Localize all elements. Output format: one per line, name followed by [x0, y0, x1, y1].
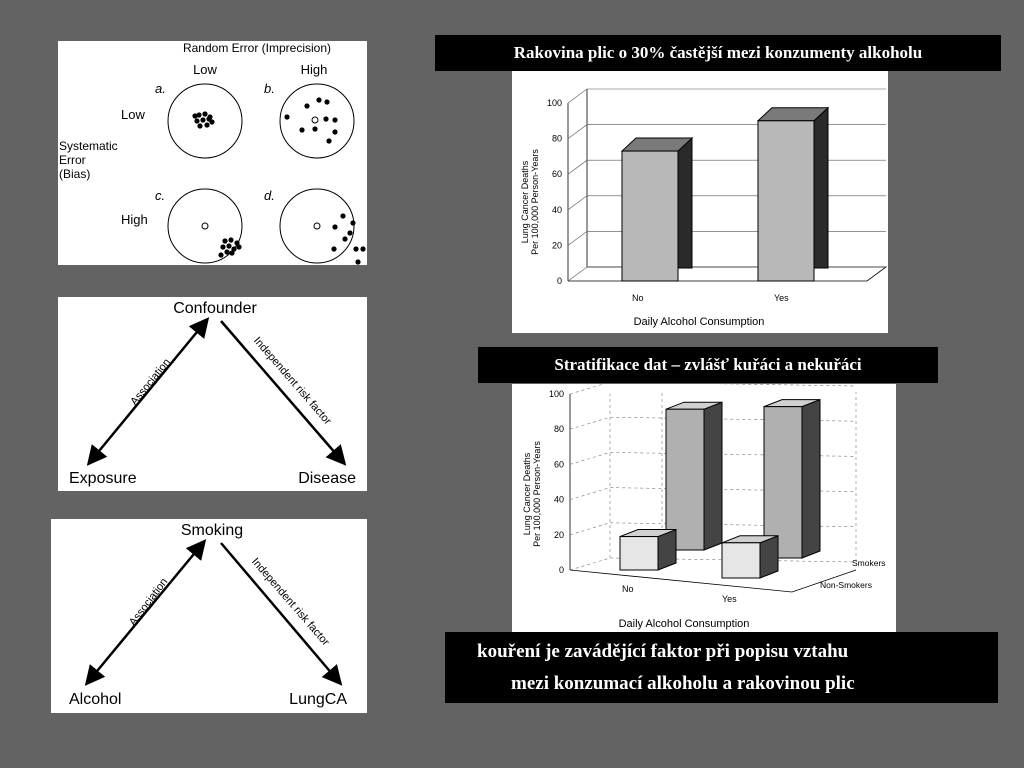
- chart-1-panel: [512, 71, 888, 333]
- chart-1-ylabel-1: Lung Cancer Deaths: [520, 160, 530, 244]
- chart-2: [512, 384, 896, 632]
- banner-top: [435, 35, 1001, 71]
- label-d: d.: [264, 188, 275, 203]
- chart-2-series-label: Smokers: [852, 558, 886, 568]
- banner-middle-text: Stratifikace dat – zvlášť kuřáci a nekuřáci: [554, 355, 862, 374]
- chart-1: [512, 71, 888, 333]
- target-c: [168, 189, 242, 263]
- smoking-diagram: [51, 519, 367, 713]
- chart-2-panel: [512, 384, 896, 632]
- chart-2-ylabel-2: Per 100,000 Person-Years: [532, 441, 542, 547]
- lungca-node: LungCA: [289, 691, 347, 708]
- chart-2-tick-label: 20: [553, 529, 564, 540]
- target-d: [280, 189, 366, 265]
- chart-2-gridline: [570, 558, 856, 570]
- association-label: Association: [126, 576, 171, 629]
- smoking-node: Smoking: [180, 522, 244, 539]
- chart-2-ylabel-1: Lung Cancer Deaths: [522, 452, 532, 536]
- chart-2-xlabel: Daily Alcohol Consumption: [618, 618, 750, 630]
- chart-1-tick-label: 60: [551, 169, 562, 180]
- chart-1-bar: [622, 151, 678, 281]
- banner-bottom: [445, 632, 998, 703]
- target-a: [168, 84, 242, 158]
- chart-1-category-label: No: [632, 293, 644, 303]
- col-low-label: Low: [193, 62, 217, 77]
- error-diagram: [58, 41, 367, 265]
- chart-1-gridline: [568, 231, 886, 245]
- exposure-node: Exposure: [69, 470, 137, 487]
- banner-bottom-line1: kouření je zavádějící faktor při popisu vztahu: [477, 641, 849, 662]
- chart-2-floor: [570, 570, 856, 592]
- row-low-label: Low: [121, 107, 145, 122]
- chart-1-gridline: [568, 196, 886, 210]
- chart-2-bar-non-smokers: [620, 537, 658, 570]
- chart-1-tick-label: 20: [551, 240, 562, 251]
- chart-1-tick-label: 100: [546, 98, 562, 108]
- smoking-diagram-panel: [51, 519, 367, 713]
- chart-2-series-label: Non-Smokers: [820, 580, 872, 590]
- risk-factor-arrow: [221, 543, 339, 682]
- risk-factor-arrow: [221, 321, 343, 462]
- chart-1-bar-side: [678, 138, 692, 268]
- confounder-node: Confounder: [173, 300, 257, 317]
- chart-1-category-label: Yes: [774, 293, 789, 303]
- chart-1-tick-label: 80: [551, 133, 562, 144]
- banner-middle: [478, 347, 938, 383]
- chart-1-gridline: [568, 160, 886, 174]
- chart-2-tick-label: 40: [553, 494, 564, 505]
- error-title: Random Error (Imprecision): [182, 41, 332, 55]
- chart-1-gridline: [568, 267, 886, 281]
- chart-1-gridline: [568, 125, 886, 139]
- chart-2-category-label: Yes: [722, 594, 737, 604]
- label-c: c.: [155, 188, 166, 203]
- chart-2-bar-smokers: [666, 409, 704, 550]
- label-a: a.: [155, 81, 166, 96]
- confounder-diagram-panel: [58, 297, 367, 491]
- chart-1-tick-label: 0: [556, 276, 562, 286]
- row-high-label: High: [121, 212, 148, 227]
- col-high-label: High: [300, 62, 328, 77]
- chart-2-tick-label: 100: [548, 389, 564, 399]
- chart-1-bar-side: [814, 108, 828, 268]
- chart-2-bar-side: [704, 402, 722, 550]
- chart-1-ylabel-2: Per 100,000 Person-Years: [530, 149, 540, 255]
- chart-2-tick-label: 60: [553, 459, 564, 470]
- disease-node: Disease: [298, 470, 356, 487]
- axis-label-bias: (Bias): [59, 167, 91, 181]
- chart-2-category-label: No: [622, 584, 634, 594]
- chart-2-tick-label: 80: [553, 424, 564, 435]
- association-label: Association: [128, 356, 174, 408]
- chart-1-xlabel: Daily Alcohol Consumption: [633, 316, 765, 328]
- label-b: b.: [264, 81, 275, 96]
- alcohol-node: Alcohol: [69, 691, 122, 708]
- banner-bottom-line2: mezi konzumací alkoholu a rakovinou plic: [511, 673, 855, 694]
- axis-label-systematic: Systematic: [59, 139, 118, 153]
- chart-2-bar-smokers: [764, 407, 802, 558]
- chart-1-tick-label: 40: [551, 204, 562, 215]
- chart-2-gridline: [570, 384, 856, 394]
- chart-2-tick-label: 0: [558, 565, 564, 575]
- chart-1-gridline: [568, 89, 886, 103]
- risk-factor-label: Independent risk factor: [251, 334, 334, 428]
- banner-top-text: Rakovina plic o 30% častější mezi konzumenty alkoholu: [513, 43, 923, 62]
- risk-factor-label: Independent risk factor: [249, 555, 332, 649]
- chart-2-bar-non-smokers: [722, 543, 760, 578]
- target-b: [280, 84, 354, 158]
- confounder-diagram: [58, 297, 367, 491]
- chart-1-floor: [568, 267, 886, 281]
- axis-label-error: Error: [59, 153, 86, 167]
- error-diagram-panel: [58, 41, 367, 265]
- chart-2-bar-side: [802, 400, 820, 558]
- chart-1-bar: [758, 121, 814, 281]
